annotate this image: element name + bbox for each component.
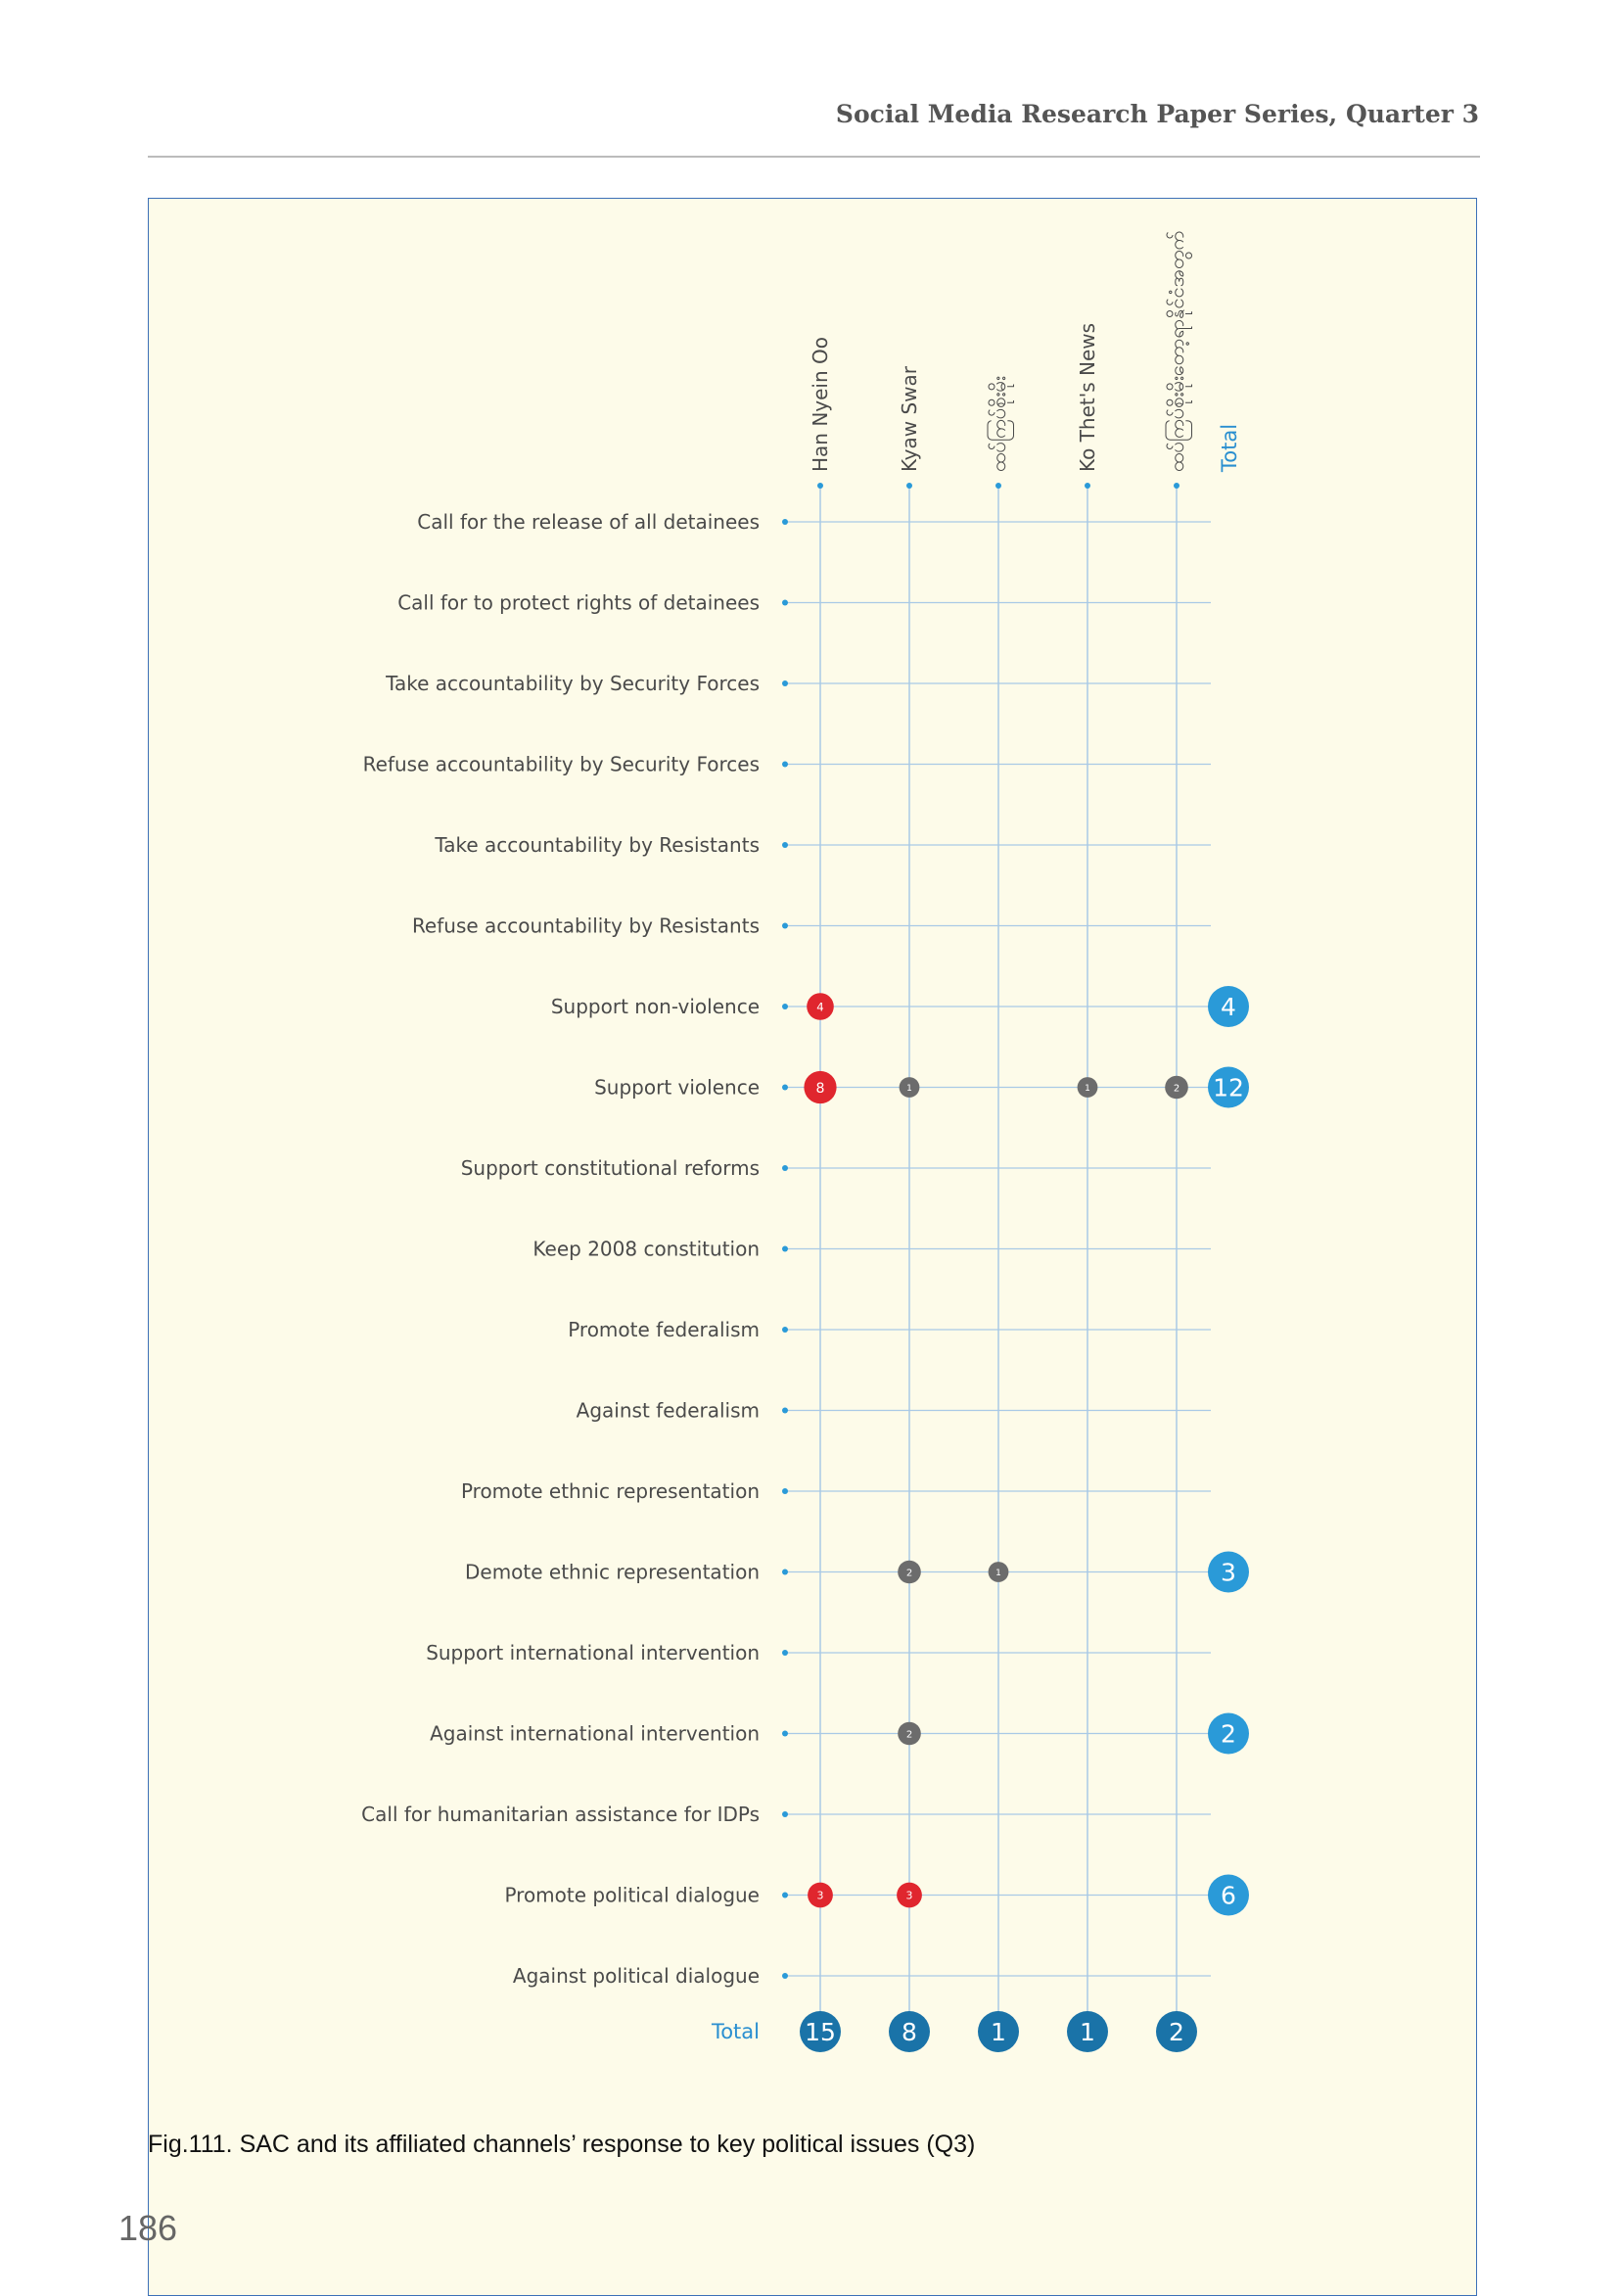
channel-label: Han Nyein Oo (809, 337, 832, 472)
issue-label: Call for humanitarian assistance for IDPs (361, 1803, 760, 1826)
row-total-value: 4 (1221, 993, 1236, 1021)
figure-caption: Fig.111. SAC and its affiliated channels’ response to key political issues (Q3) (148, 2131, 976, 2158)
issue-label: Support constitutional reforms (460, 1156, 760, 1180)
column-head-dot (1085, 483, 1090, 489)
column-total-value: 1 (991, 2018, 1006, 2046)
chart-panel (148, 198, 1477, 2296)
row-dot (782, 1408, 788, 1414)
row-dot (782, 762, 788, 768)
column-head-dot (1174, 483, 1180, 489)
issue-label: Call for to protect rights of detainees (397, 590, 760, 615)
column-head-dot (995, 483, 1001, 489)
row-dot (782, 1893, 788, 1898)
dot-matrix-chart (149, 199, 1476, 2295)
row-dot (782, 1488, 788, 1494)
issue-label: Demote ethnic representation (464, 1560, 760, 1584)
issue-label: Keep 2008 constitution (532, 1237, 760, 1261)
issue-label: Refuse accountability by Resistants (411, 914, 760, 938)
value-label: 2 (1173, 1083, 1180, 1095)
value-label: 8 (815, 1080, 825, 1097)
row-dot (782, 923, 788, 929)
row-total-value: 3 (1221, 1558, 1236, 1587)
row-total-value: 2 (1221, 1719, 1236, 1749)
channel-label: ထပ်ကြပ်စိုးမိုးတော့ရာနိုင်ငံအတွက် (1165, 230, 1188, 472)
issue-label: Against international intervention (430, 1721, 760, 1746)
row-dot (782, 600, 788, 606)
row-dot (782, 1811, 788, 1817)
issue-label: Promote political dialogue (504, 1883, 760, 1907)
row-dot (782, 1731, 788, 1737)
issue-label: Promote ethnic representation (460, 1479, 760, 1503)
channel-label: ထပ်ကြပ်စိုးမိုး (987, 376, 1010, 472)
row-dot (782, 680, 788, 686)
row-dot (782, 1165, 788, 1171)
column-total-value: 2 (1169, 2018, 1184, 2046)
row-dot (782, 1570, 788, 1575)
row-dot (782, 1246, 788, 1252)
channel-label: Ko Thet's News (1076, 322, 1099, 472)
row-dot (782, 519, 788, 525)
column-head-dot (906, 483, 912, 489)
issue-label: Refuse accountability by Security Forces (362, 752, 760, 776)
issue-label: Against political dialogue (512, 1964, 760, 1988)
row-total-value: 12 (1213, 1073, 1244, 1102)
row-dot (782, 1004, 788, 1009)
column-total-value: 1 (1080, 2018, 1095, 2046)
header-rule (148, 156, 1480, 158)
row-dot (782, 1973, 788, 1979)
column-head-dot (817, 483, 823, 489)
header-title: Social Media Research Paper Series, Quarter 3 (835, 100, 1479, 128)
row-dot (782, 1327, 788, 1333)
issue-label: Take accountability by Resistants (435, 833, 760, 857)
row-dot (782, 842, 788, 848)
value-label: 4 (816, 1000, 824, 1014)
channel-label: Kyaw Swar (898, 366, 921, 472)
value-label: 2 (905, 1729, 913, 1741)
row-dot (782, 1650, 788, 1656)
issue-label: Promote federalism (568, 1318, 760, 1341)
issue-label: Support international intervention (426, 1641, 760, 1664)
issue-label: Support violence (594, 1075, 760, 1100)
value-label: 3 (816, 1889, 824, 1902)
column-total-value: 15 (805, 2018, 836, 2046)
value-label: 2 (905, 1568, 913, 1579)
issue-label: Call for the release of all detainees (417, 510, 760, 534)
value-label: 1 (906, 1083, 912, 1094)
issue-label: Support non-violence (550, 995, 760, 1018)
issue-label: Take accountability by Security Forces (386, 672, 760, 695)
row-total-value: 6 (1221, 1881, 1236, 1910)
row-dot (782, 1085, 788, 1091)
value-label: 1 (995, 1568, 1001, 1578)
total-column-label: Total (1218, 423, 1241, 472)
issue-label: Against federalism (576, 1398, 760, 1423)
total-row-label: Total (711, 2020, 760, 2043)
column-total-value: 8 (902, 2018, 917, 2046)
page-number: 186 (118, 2208, 178, 2248)
value-label: 1 (1085, 1083, 1090, 1094)
value-label: 3 (905, 1889, 913, 1902)
